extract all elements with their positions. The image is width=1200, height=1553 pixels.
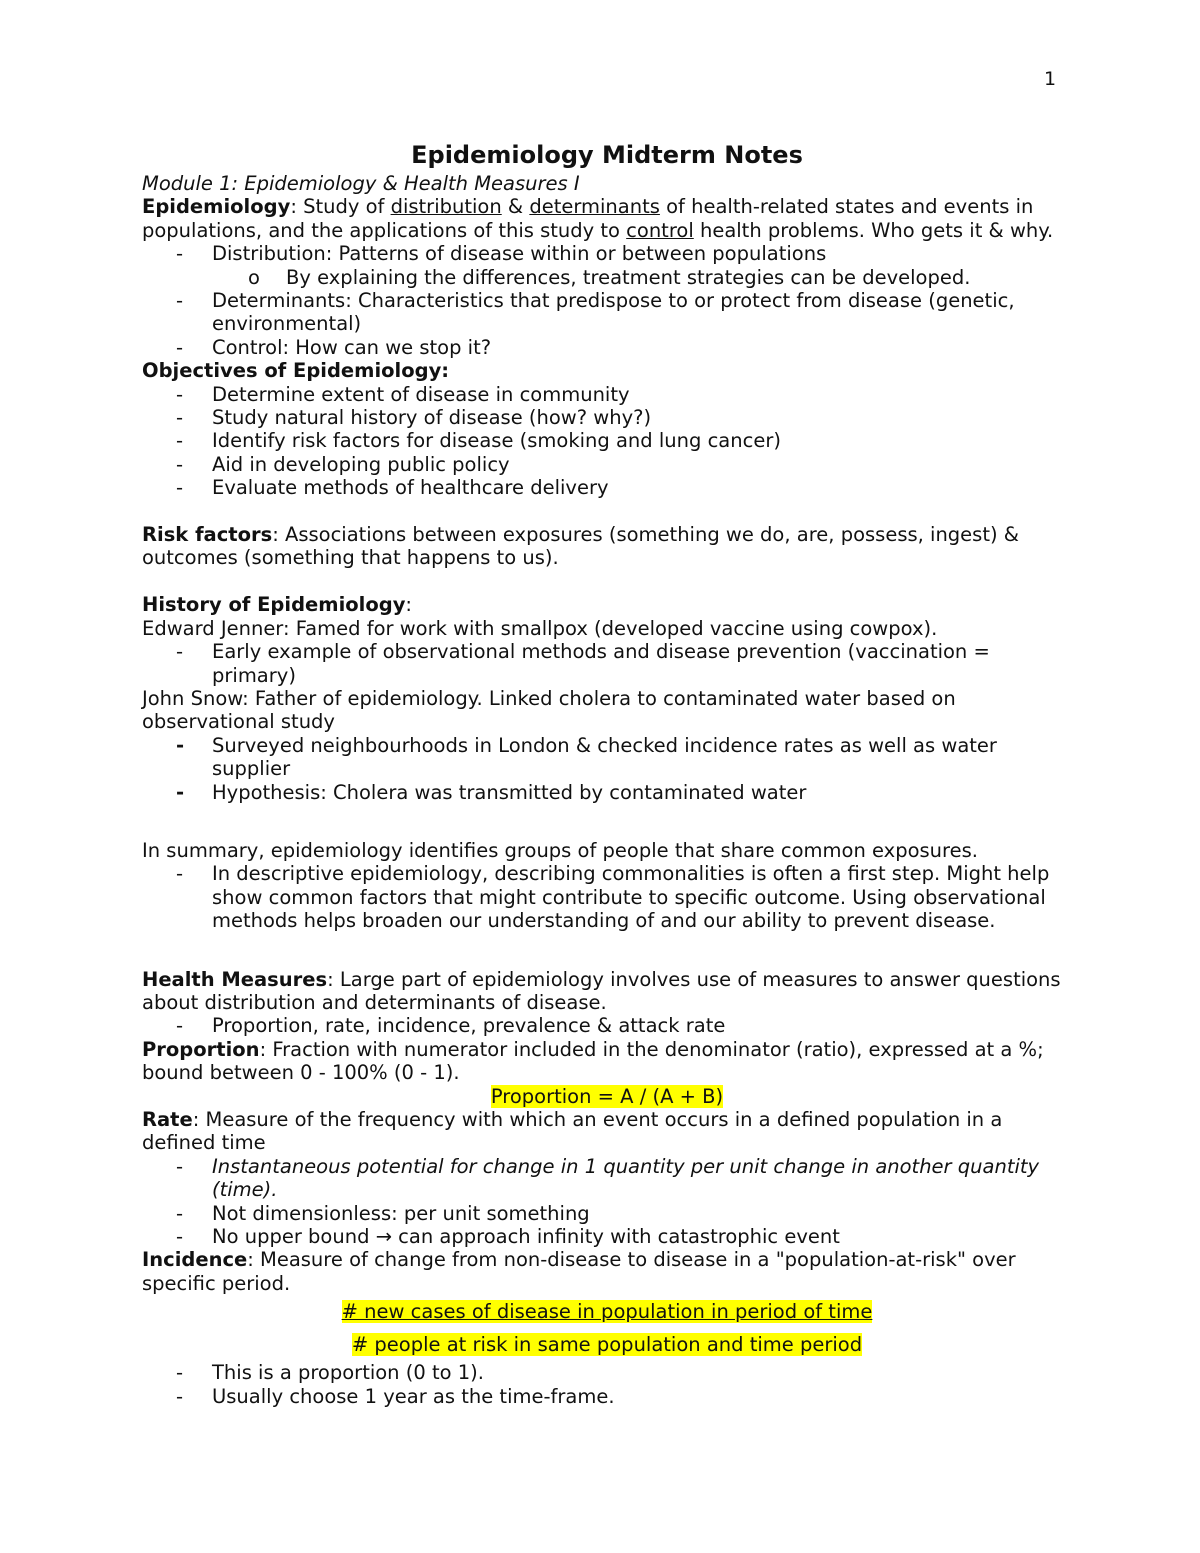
objectives-heading: Objectives of Epidemiology: — [142, 359, 450, 383]
dash-bullet: - — [176, 289, 184, 313]
list-item-text: Not dimensionless: per unit something — [212, 1201, 590, 1225]
list-item — [142, 242, 1072, 265]
dash-bullet: - — [176, 1361, 184, 1385]
list-item-text: This is a proportion (0 to 1). — [212, 1361, 484, 1385]
underlined-term: determinants — [529, 195, 660, 219]
incidence-paragraph — [142, 1248, 1072, 1295]
history-heading-colon: : — [405, 593, 412, 617]
list-item — [142, 1225, 1072, 1248]
underlined-term: distribution — [390, 195, 502, 219]
dash-bullet: - — [176, 1225, 184, 1249]
list-item-text: Control: How can we stop it? — [212, 335, 492, 359]
list-item — [142, 476, 1072, 499]
list-item-text: Early example of observational methods and disease prevention (vaccination = primary) — [212, 640, 990, 687]
health-measures-text: : Large part of epidemiology involves use of measures to answer questions about distribution and determinants of disease. — [142, 967, 1061, 1014]
list-item — [142, 406, 1072, 429]
list-item-text: Hypothesis: Cholera was transmitted by contaminated water — [212, 780, 807, 804]
jenner-paragraph: Edward Jenner: Famed for work with smallpox (developed vaccine using cowpox). — [142, 616, 938, 640]
incidence-formula — [142, 1295, 1072, 1361]
list-item-text: In descriptive epidemiology, describing commonalities is often a first step. Might help show common factors that might contribute to specific outcome. Using observational methods helps broaden our understanding of and our ability to prevent disease. — [212, 862, 1050, 933]
incidence-term: Incidence — [142, 1248, 248, 1272]
health-measures-paragraph — [142, 968, 1072, 1015]
page-title: Epidemiology Midterm Notes — [411, 141, 803, 169]
dash-bullet: - — [176, 1384, 184, 1408]
underlined-term: control — [626, 218, 694, 242]
dash-bullet: - — [176, 476, 184, 500]
epidemiology-definition — [142, 195, 1072, 242]
definition-text: : Study of — [290, 195, 391, 219]
list-item — [142, 453, 1072, 476]
list-item-text: Surveyed neighbourhoods in London & checked incidence rates as well as water supplier — [212, 733, 997, 781]
proportion-text: : Fraction with numerator included in the denominator (ratio), expressed at a %; bound between 0 - 100% (0 - 1). — [142, 1037, 1044, 1085]
list-item — [142, 1155, 1072, 1202]
list-item — [142, 1014, 1072, 1037]
list-item — [142, 862, 1072, 932]
list-item — [142, 734, 1072, 781]
spacer — [142, 804, 1072, 839]
list-item — [142, 336, 1072, 359]
dash-bullet: - — [176, 452, 184, 476]
incidence-text: : Measure of change from non-disease to disease in a "population-at-risk" over specific period. — [142, 1248, 1016, 1295]
list-item-text: Determinants: Characteristics that predispose to or protect from disease (genetic, environmental) — [212, 289, 1015, 336]
document-body — [142, 140, 1072, 1408]
dash-bullet: - — [176, 382, 184, 406]
health-measures-term: Health Measures — [142, 967, 328, 991]
list-item-text: Distribution: Patterns of disease within or between populations — [212, 242, 827, 266]
definition-text: health problems. Who gets it & why. — [693, 218, 1054, 242]
proportion-term: Proportion — [142, 1037, 260, 1061]
history-heading-text: History of Epidemiology — [142, 593, 406, 617]
list-item-text: Instantaneous potential for change in 1 quantity per unit change in another quantity (time). — [212, 1154, 1040, 1202]
snow-paragraph: John Snow: Father of epidemiology. Linked cholera to contaminated water based on observational study — [142, 686, 956, 734]
list-item-text: Aid in developing public policy — [212, 452, 510, 476]
dash-bullet: - — [176, 242, 184, 266]
list-item-text: Evaluate methods of healthcare delivery — [212, 476, 609, 500]
sub-list-item — [142, 266, 1072, 289]
list-item-text: Study natural history of disease (how? why?) — [212, 406, 652, 430]
spacer — [142, 500, 1072, 523]
incidence-denominator — [142, 1328, 1072, 1361]
list-item-text: Identify risk factors for disease (smoking and lung cancer) — [212, 429, 781, 453]
list-item-text: Usually choose 1 year as the time-frame. — [212, 1384, 615, 1408]
summary-paragraph: In summary, epidemiology identifies groups of people that share common exposures. — [142, 838, 978, 862]
list-item-text: Proportion, rate, incidence, prevalence & attack rate — [212, 1014, 726, 1038]
incidence-numerator-text: # new cases of disease in population in period of time — [341, 1300, 873, 1324]
module-heading: Module 1: Epidemiology & Health Measures I — [142, 172, 580, 195]
proportion-paragraph — [142, 1038, 1072, 1085]
list-item — [142, 289, 1072, 336]
list-item — [142, 1202, 1072, 1225]
circle-bullet-icon: o — [248, 265, 260, 289]
history-heading — [142, 593, 1072, 616]
definition-term: Epidemiology — [142, 195, 291, 219]
proportion-formula — [142, 1085, 1072, 1108]
incidence-denominator-text: # people at risk in same population and time period — [351, 1333, 863, 1357]
list-item — [142, 1361, 1072, 1384]
proportion-formula-text: Proportion = A / (A + B) — [490, 1084, 724, 1108]
dash-bullet: - — [176, 406, 184, 430]
rate-paragraph — [142, 1108, 1072, 1155]
dash-bullet: - — [176, 429, 184, 453]
dash-bullet: - — [176, 862, 184, 886]
definition-text: of health-related states and events in populations, and the applications of this study to — [142, 195, 1034, 242]
page-number: 1 — [1044, 68, 1057, 90]
list-item — [142, 1385, 1072, 1408]
dash-bullet: - — [176, 780, 185, 804]
list-item — [142, 383, 1072, 406]
list-item — [142, 781, 1072, 804]
list-item-text: No upper bound → can approach infinity with catastrophic event — [212, 1225, 840, 1249]
risk-factors-text: : Associations between exposures (something we do, are, possess, ingest) & outcomes (something that happens to us). — [142, 523, 1019, 570]
risk-factors-paragraph — [142, 523, 1072, 570]
list-item-text: By explaining the differences, treatment strategies can be developed. — [286, 265, 971, 289]
dash-bullet: - — [176, 733, 185, 757]
rate-text: : Measure of the frequency with which an event occurs in a defined population in a defined time — [142, 1108, 1003, 1155]
spacer — [142, 933, 1072, 968]
dash-bullet: - — [176, 1154, 184, 1178]
list-item — [142, 429, 1072, 452]
dash-bullet: - — [176, 1201, 184, 1225]
list-item-text: Determine extent of disease in community — [212, 382, 630, 406]
list-item — [142, 640, 1072, 687]
definition-text: & — [501, 195, 530, 219]
spacer — [142, 570, 1072, 593]
rate-term: Rate — [142, 1108, 193, 1131]
risk-factors-term: Risk factors — [142, 523, 273, 547]
dash-bullet: - — [176, 1014, 184, 1038]
dash-bullet: - — [176, 640, 184, 664]
dash-bullet: - — [176, 335, 184, 359]
incidence-numerator — [142, 1295, 1072, 1328]
